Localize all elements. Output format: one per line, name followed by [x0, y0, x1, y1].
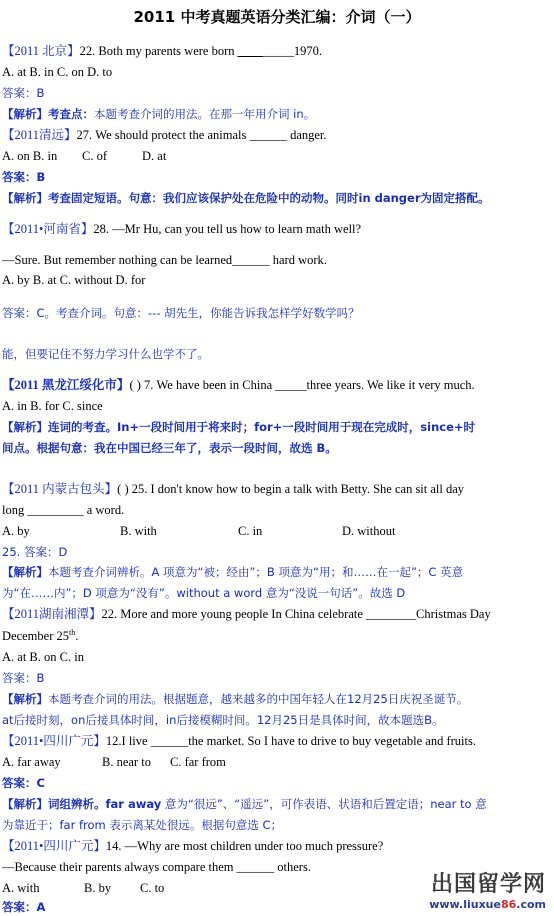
question-stem: 22. More and more young people In China celebrate ________Christmas Day — [101, 607, 491, 621]
site-watermark-logo — [429, 867, 546, 911]
analysis-text: 考查固定短语。句意：我们应该保护处在危险中的动物。同时in danger为固定搭配。 — [48, 191, 490, 205]
question-27-qingyuan — [2, 127, 552, 144]
question-14-guangyuan — [2, 838, 552, 855]
source-tag: 【2011 黑龙江绥化市】 — [2, 378, 130, 392]
options: A. at B. in C. on D. to — [2, 65, 113, 79]
analysis-tag: 【解析】 — [2, 107, 48, 121]
option-a: A. with — [2, 881, 40, 895]
answer: 答案：B — [2, 671, 45, 685]
options: A. by B. at C. without D. for — [2, 273, 146, 287]
analysis — [2, 691, 552, 708]
answer: 答案：C — [2, 776, 45, 790]
analysis-continued: 为靠近于；far from 表示离某处很远。根据句意选 C； — [2, 818, 283, 832]
analysis-text: 本题考查介词辨析。A 项意为“被；经由”；B 项意为“用；和……在一起”；C 英意 — [48, 565, 464, 579]
question-stem: 27. We should protect the animals ______ danger. — [76, 128, 327, 142]
question-stem: 12.I live ______the market. So I have to drive to buy vegetable and fruits. — [105, 734, 476, 748]
options — [2, 754, 552, 771]
option-b: B. by — [84, 881, 112, 895]
option-b: B. near to — [102, 755, 151, 769]
answer-blank: ____ — [237, 44, 263, 58]
watermark-title: 出国留学网 — [430, 872, 546, 897]
option-d: D. without — [342, 524, 396, 538]
source-tag: 【2011•四川广元】 — [2, 839, 106, 853]
source-tag: 【2011•四川广元】 — [2, 734, 106, 748]
question-line-2: long _________ a word. — [2, 503, 125, 517]
question-line-2: —Sure. But remember nothing can be learned______ hard work. — [2, 253, 327, 267]
answer: 答案：C。考查介词。句意：--- 胡先生，你能告诉我怎样学好数学吗？ — [2, 306, 360, 320]
analysis — [2, 190, 552, 207]
analysis-text: 意为“很远”、“遥远”，可作表语、状语和后置定语；near to 意 — [161, 797, 487, 811]
analysis-bold: 词组辨析。far away — [48, 797, 162, 811]
source-tag: 【2011清远】 — [2, 128, 77, 142]
date-end: . — [75, 629, 79, 643]
source-tag: 【2011 北京】 — [2, 44, 80, 58]
analysis-continued: at后接时刻，on后接具体时间，in后接模糊时间。12月25日是具体时间，故本题选B。 — [2, 713, 444, 727]
source-tag: 【2011湖南湘潭】 — [2, 607, 102, 621]
analysis — [2, 564, 552, 581]
question-line-2 — [2, 628, 552, 645]
page-title: 2011 中考真题英语分类汇编：介词（一） — [133, 8, 421, 26]
question-22-xiangtan — [2, 606, 552, 623]
analysis — [2, 796, 552, 813]
analysis-continued: 间点。根据句意：我在中国已经三年了，表示一段时间，故选 B。 — [2, 441, 337, 455]
option-c: C. in — [238, 524, 263, 538]
question-12-guangyuan — [2, 733, 552, 750]
date-suffix: th — [68, 627, 76, 637]
answer-continued: 能，但要记住不努力学习什么也学不了。 — [2, 347, 209, 361]
option-d: D. at — [142, 149, 167, 163]
analysis-tag: 【解析】 — [2, 191, 48, 205]
question-line-2: —Because their parents always compare them ______ others. — [2, 860, 311, 874]
watermark-url: www.liuxue86.com — [429, 898, 546, 911]
analysis-tag: 【解析】 — [2, 565, 48, 579]
analysis-text: 连词的考查。In+一段时间用于将来时；for+一段时间用于现在完成时，since+时 — [48, 420, 476, 434]
analysis — [2, 419, 552, 436]
option-ab: A. on B. in — [2, 149, 58, 163]
question-28-henan — [2, 221, 552, 238]
option-a: A. by — [2, 524, 30, 538]
analysis — [2, 106, 552, 123]
analysis-tag: 【解析】 — [2, 797, 48, 811]
option-b: B. with — [120, 524, 157, 538]
analysis-text: 本题考查介词的用法。根据题意，越来越多的中国年轻人在12月25日庆祝圣诞节。 — [48, 692, 469, 706]
analysis-bold: 考查点： — [48, 107, 94, 121]
options — [2, 523, 552, 540]
options: A. at B. on C. in — [2, 650, 84, 664]
question-stem: 14. —Why are most children under too much pressure? — [105, 839, 384, 853]
options — [2, 148, 552, 165]
option-c: C. to — [140, 881, 165, 895]
analysis-text: 本题考查介词的用法。在那一年用介词 in。 — [94, 107, 316, 121]
option-c: C. of — [82, 149, 107, 163]
answer: 答案：B — [2, 170, 46, 184]
answer: 答案：B — [2, 86, 45, 100]
analysis-tag: 【解析】 — [2, 692, 48, 706]
analysis-tag: 【解析】 — [2, 420, 48, 434]
question-22-beijing — [2, 43, 552, 60]
question-stem: 28. —Mr Hu, can you tell us how to learn math well? — [93, 222, 362, 236]
question-7-suihua — [2, 377, 552, 394]
question-stem: 22. Both my parents were born — [79, 44, 238, 58]
option-a: A. far away — [2, 755, 61, 769]
question-stem: ( ) 25. I don't know how to begin a talk with Betty. She can sit all day — [117, 482, 465, 496]
options: A. in B. for C. since — [2, 399, 103, 413]
answer: 答案：A — [2, 900, 46, 914]
question-stem: ( ) 7. We have been in China _____three years. We like it very much. — [129, 378, 475, 392]
analysis-continued: 为“在……内”；D 项意为“没有”。without a word 意为“没说一句话”。故选 D — [2, 586, 406, 600]
date-text: December 25 — [2, 629, 69, 643]
question-stem-end: _____1970. — [262, 44, 322, 58]
source-tag: 【2011 内蒙古包头】 — [2, 482, 118, 496]
option-c: C. far from — [170, 755, 226, 769]
answer: 25. 答案：D — [2, 545, 68, 559]
source-tag: 【2011•河南省】 — [2, 222, 94, 236]
question-25-baotou — [2, 481, 552, 498]
